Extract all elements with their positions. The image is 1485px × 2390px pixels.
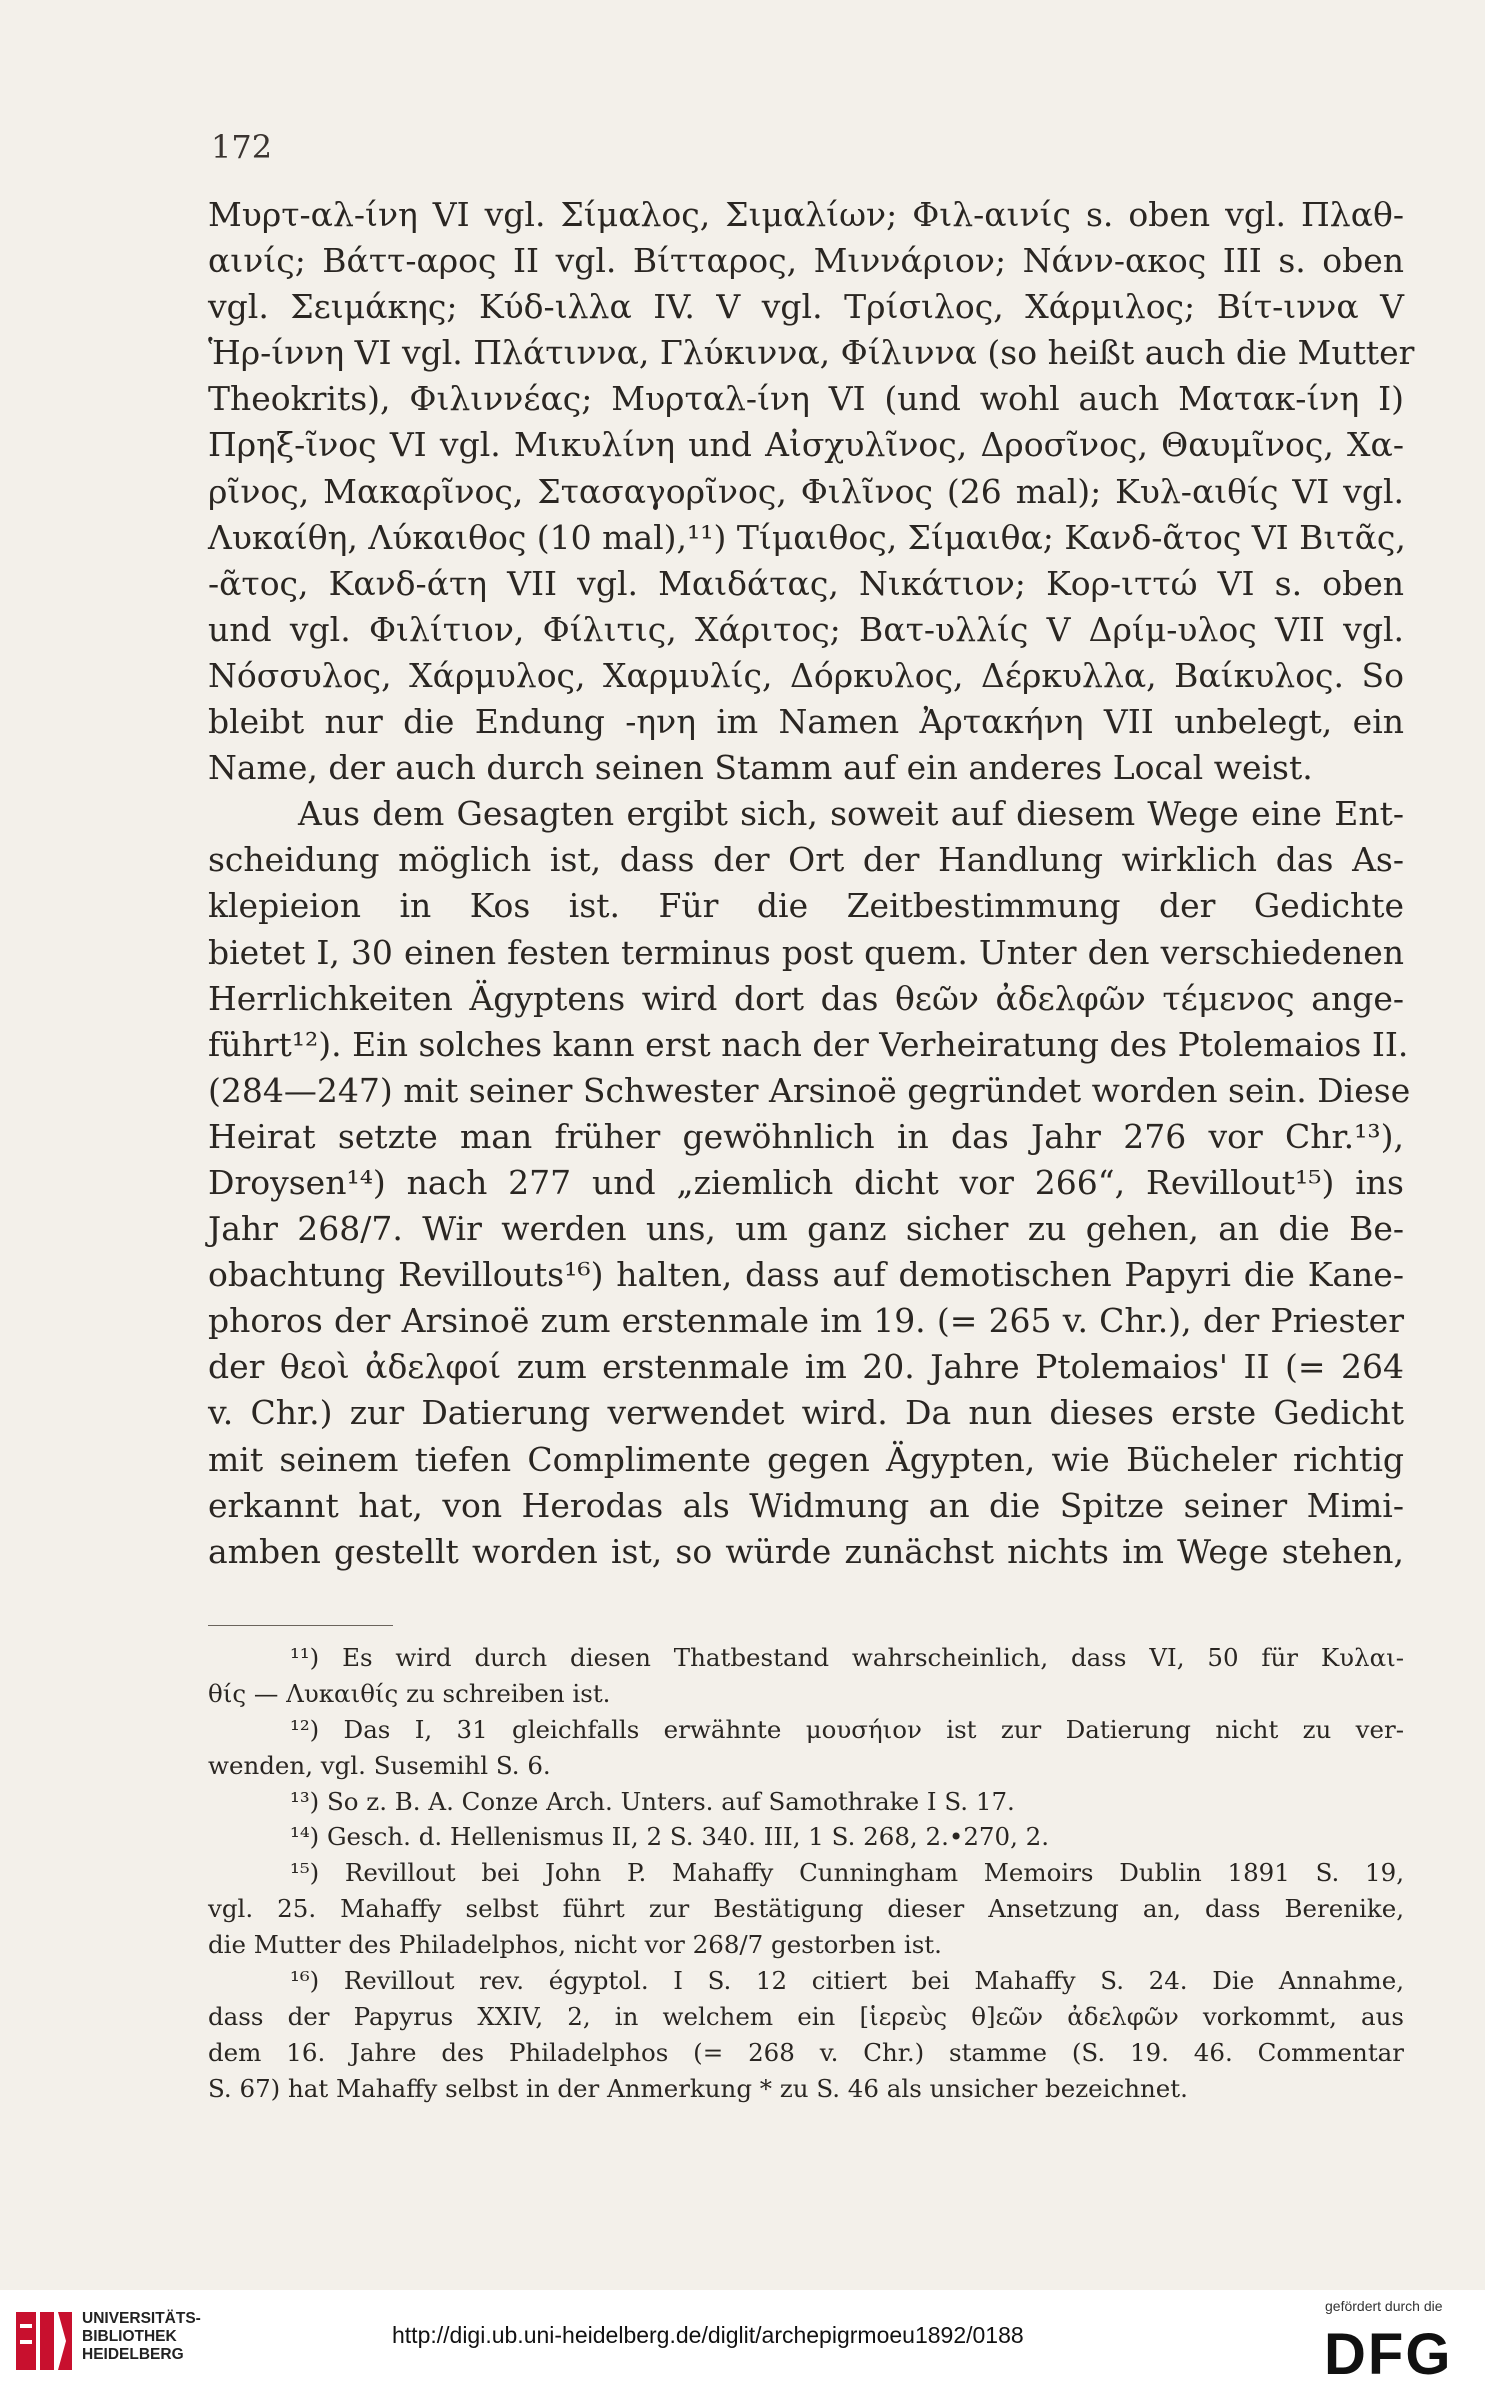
institution-name — [82, 2310, 201, 2364]
body-line: bietet I, 30 einen festen terminus post quem. Unter den verschiedenen — [208, 932, 1404, 972]
body-line: Herrlichkeiten Ägyptens wird dort das θεῶν ἀδελφῶν τέμενος ange- — [208, 978, 1404, 1018]
footnote-divider — [208, 1625, 393, 1626]
footnote-line: vgl. 25. Mahaffy selbst führt zur Bestätigung dieser Ansetzung an, dass Berenike, — [208, 1894, 1404, 1924]
footnote-line: dem 16. Jahre des Philadelphos (= 268 v. Chr.) stamme (S. 19. 46. Commentar — [208, 2037, 1404, 2067]
body-line: Heirat setzte man früher gewöhnlich in das Jahr 276 vor Chr.¹³), — [208, 1116, 1404, 1156]
body-line: v. Chr.) zur Datierung verwendet wird. Da nun dieses erste Gedicht — [208, 1393, 1404, 1433]
body-text — [208, 192, 1415, 1575]
body-line: der θεοὶ ἀδελφοί zum erstenmale im 20. Jahre Ptolemaios' II (= 264 — [208, 1347, 1404, 1387]
body-line: erkannt hat, von Herodas als Widmung an die Spitze seiner Mimi- — [208, 1485, 1404, 1525]
footnote-line: θίς — Λυκαιθίς zu schreiben ist. — [208, 1678, 611, 1708]
dfg-logo-icon — [1324, 2324, 1474, 2378]
dfg-logo-text: DFG — [1324, 2324, 1453, 2378]
body-line: Μυρτ-αλ-ίνη VI vgl. Σίμαλος, Σιμαλίων; Φιλ-αινίς s. oben vgl. Πλαθ- — [208, 195, 1404, 234]
footnotes — [208, 1640, 1404, 2107]
footer-bar — [0, 2290, 1485, 2390]
body-line: amben gestellt worden ist, so würde zunächst nichts im Wege stehen, — [208, 1531, 1404, 1571]
footnote-line: dass der Papyrus XXIV, 2, in welchem ein [ἱερεὺς θ]εῶν ἀδελφῶν vorkommt, aus — [208, 2001, 1404, 2031]
footnote-line: wenden, vgl. Susemihl S. 6. — [208, 1750, 551, 1780]
body-line: Ἡρ-ίννη VI vgl. Πλάτιννα, Γλύκιννα, Φίλιννα (so heißt auch die Mutter — [208, 333, 1415, 373]
body-line: scheidung möglich ist, dass der Ort der Handlung wirklich das As- — [208, 840, 1404, 880]
body-line: αινίς; Βάττ-αρος II vgl. Βίτταρος, Μιννάριον; Νάνν-ακος III s. oben — [208, 241, 1404, 281]
body-line: obachtung Revillouts¹⁶) halten, dass auf demotischen Papyri die Kane- — [208, 1255, 1404, 1295]
body-line: bleibt nur die Endung -ηνη im Namen Ἀρτακήνη VII unbelegt, ein — [208, 702, 1404, 742]
institution-line: HEIDELBERG — [82, 2346, 184, 2363]
body-line: Name, der auch durch seinen Stamm auf ein anderes Local weist. — [208, 748, 1313, 788]
body-line: vgl. Σειμάκης; Κύδ-ιλλα IV. V vgl. Τρίσιλος, Χάρμιλος; Βίτ-ιννα V — [208, 287, 1404, 327]
body-line: Πρηξ-ῖνος VI vgl. Μικυλίνη und Αἰσχυλῖνος, Δροσῖνος, Θαυμῖνος, Χα- — [208, 425, 1404, 465]
body-line: Jahr 268/7. Wir werden uns, um ganz sicher zu gehen, an die Be- — [208, 1209, 1404, 1249]
body-line: klepieion in Kos ist. Für die Zeitbestimmung der Gedichte — [208, 886, 1404, 926]
institution-line: BIBLIOTHEK — [82, 2328, 177, 2345]
body-line: mit seinem tiefen Complimente gegen Ägypten, wie Bücheler richtig — [208, 1439, 1404, 1479]
body-line: Theokrits), Φιλιννέας; Μυρταλ-ίνη VI (und wohl auch Ματακ-ίνη I) — [208, 379, 1404, 419]
footnote-line: S. 67) hat Mahaffy selbst in der Anmerkung * zu S. 46 als unsicher bezeichnet. — [208, 2073, 1188, 2103]
body-line: Νόσσυλος, Χάρμυλος, Χαρμυλίς, Δόρκυλος, Δέρκυλλα, Βαίκυλος. So — [208, 655, 1404, 695]
footnote-line: ¹¹) Es wird durch diesen Thatbestand wahrscheinlich, dass VI, 50 für Κυλαι- — [290, 1643, 1404, 1672]
footnote-line: ¹²) Das I, 31 gleichfalls erwähnte μουσήιον ist zur Datierung nicht zu ver- — [290, 1714, 1404, 1744]
page-number: 172 — [211, 128, 273, 166]
body-line: und vgl. Φιλίτιον, Φίλιτις, Χάριτος; Βατ-υλλίς V Δρίμ-υλος VII vgl. — [208, 609, 1404, 649]
body-line: ρῖνος, Μακαρῖνος, Στασαγορῖνος, Φιλῖνος (26 mal); Κυλ-αιθίς VI vgl. — [208, 471, 1404, 511]
sponsor-label: gefördert durch die — [1325, 2298, 1443, 2314]
paragraph-start: Aus dem Gesagten ergibt sich, soweit auf diesem Wege eine Ent- — [298, 794, 1404, 834]
footnote-line: ¹⁴) Gesch. d. Hellenismus II, 2 S. 340. III, 1 S. 268, 2.•270, 2. — [290, 1822, 1050, 1852]
university-library-logo-icon — [14, 2310, 74, 2372]
source-url-link[interactable]: http://digi.ub.uni-heidelberg.de/diglit/archepigrmoeu1892/0188 — [392, 2322, 1024, 2348]
body-line: -ᾶτος, Κανδ-άτη VII vgl. Μαιδάτας, Νικάτιον; Κορ-ιττώ VI s. oben — [208, 563, 1404, 603]
body-line: führt¹²). Ein solches kann erst nach der Verheiratung des Ptolemaios II. — [208, 1024, 1409, 1064]
body-line: phoros der Arsinoë zum erstenmale im 19. (= 265 v. Chr.), der Priester — [208, 1301, 1404, 1341]
institution-line: UNIVERSITÄTS- — [82, 2310, 201, 2327]
footnote-line: ¹⁵) Revillout bei John P. Mahaffy Cunningham Memoirs Dublin 1891 S. 19, — [290, 1858, 1404, 1888]
body-line: Λυκαίθη, Λύκαιθος (10 mal),¹¹) Τίμαιθος, Σίμαιθα; Κανδ-ᾶτος VI Βιτᾶς, — [208, 517, 1406, 557]
footnote-line: ¹⁶) Revillout rev. égyptol. I S. 12 citiert bei Mahaffy S. 24. Die Annahme, — [290, 1966, 1404, 1996]
footnote-line: ¹³) So z. B. A. Conze Arch. Unters. auf Samothrake I S. 17. — [290, 1786, 1015, 1816]
body-line: Droysen¹⁴) nach 277 und „ziemlich dicht vor 266“, Revillout¹⁵) ins — [208, 1162, 1404, 1202]
footnote-line: die Mutter des Philadelphos, nicht vor 268/7 gestorben ist. — [208, 1930, 942, 1960]
body-line: (284—247) mit seiner Schwester Arsinoë gegründet worden sein. Diese — [208, 1070, 1411, 1110]
